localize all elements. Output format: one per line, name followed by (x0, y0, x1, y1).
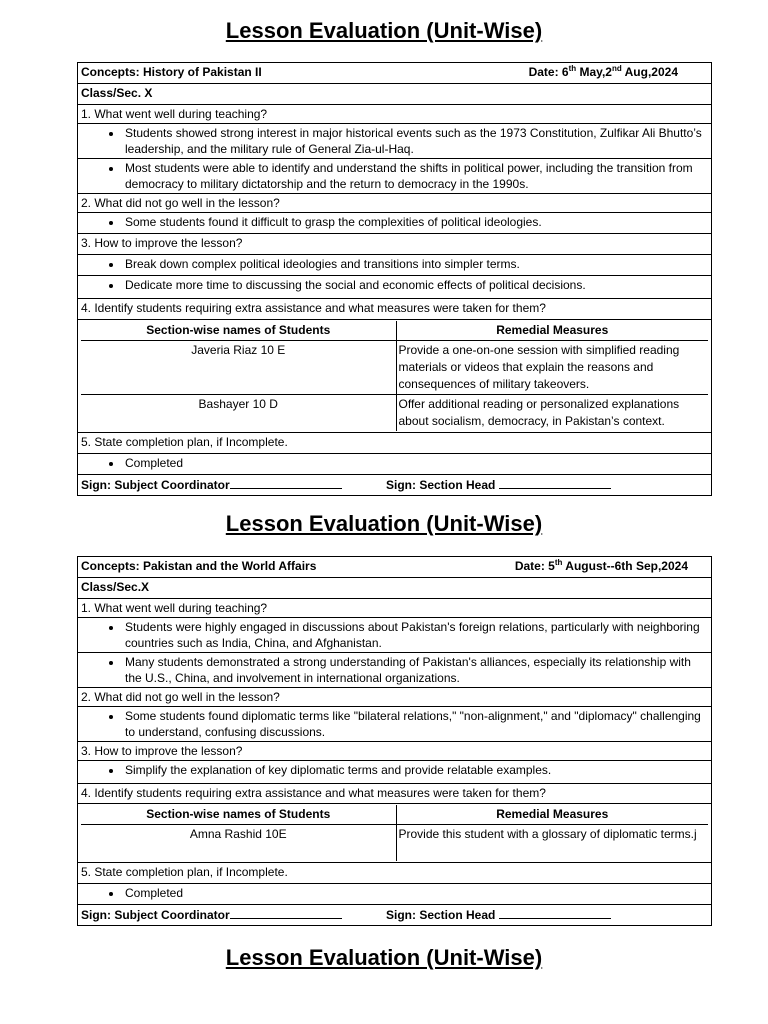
list-item: • Completed (123, 885, 708, 901)
list-item: • Students were highly engaged in discussions about Pakistan's foreign relations, particularly with neighboring countries such as India, China, and Afghanistan. (123, 619, 708, 651)
remedial-measure: Provide this student with a glossary of diplomatic terms.j (398, 827, 697, 841)
question-3: 3. How to improve the lesson? (78, 742, 712, 761)
question-5: 5. State completion plan, if Incomplete. (78, 863, 712, 884)
remedial-measure: Offer additional reading or personalized explanations about socialism, democracy, in Pakistan’s context. (396, 395, 708, 432)
concepts-row (81, 558, 708, 574)
list-item: • Some students found it difficult to grasp the complexities of political ideologies. (123, 214, 708, 230)
question-3: 3. How to improve the lesson? (78, 234, 712, 255)
question-1: 1. What went well during teaching? (78, 105, 712, 124)
remedial-table (81, 321, 708, 431)
signature-line (230, 476, 342, 489)
list-item: • Dedicate more time to discussing the social and economic effects of political decisions. (123, 277, 708, 293)
table-row (81, 825, 708, 862)
sign-coordinator-label: Sign: Subject Coordinator (81, 478, 230, 492)
list-item: • Completed (123, 455, 708, 471)
table-row (81, 341, 708, 395)
question-5: 5. State completion plan, if Incomplete. (78, 433, 712, 454)
list-item: • Some students found diplomatic terms like "bilateral relations," "non-alignment," and "diplomacy" challenging to understand, confusing discussions. (123, 708, 708, 740)
sign-head-label: Sign: Section Head (386, 908, 496, 922)
page-title: Lesson Evaluation (Unit-Wise) (225, 511, 543, 536)
page-title: Lesson Evaluation (Unit-Wise) (225, 18, 543, 43)
question-2: 2. What did not go well in the lesson? (78, 194, 712, 213)
student-name: Amna Rashid 10E (81, 825, 396, 862)
sign-head-label: Sign: Section Head (386, 478, 496, 492)
class-section: Class/Sec.X (78, 578, 712, 599)
signature-line (499, 476, 611, 489)
signature-row (81, 476, 708, 493)
list-item: • Many students demonstrated a strong understanding of Pakistan's alliances, especially its relationship with the U.S., China, and involvement in international organizations. (123, 654, 708, 686)
list-item: • Break down complex political ideologies and transitions into simpler terms. (123, 256, 708, 272)
column-header-measures: Remedial Measures (396, 805, 708, 825)
question-4: 4. Identify students requiring extra assistance and what measures were taken for them? (78, 784, 712, 804)
question-1: 1. What went well during teaching? (78, 599, 712, 618)
concepts-label: Concepts: Pakistan and the World Affairs (81, 559, 317, 573)
date-label: Date: 5th August--6th Sep,2024 (514, 558, 688, 573)
date-label: Date: 6th May,2nd Aug,2024 (528, 64, 678, 79)
signature-row (81, 906, 708, 923)
student-name: Bashayer 10 D (81, 395, 396, 432)
remedial-table (81, 805, 708, 861)
question-4: 4. Identify students requiring extra assistance and what measures were taken for them? (78, 299, 712, 320)
list-item: • Most students were able to identify and understand the shifts in political power, including the transition from democracy to military dictatorship and the return to democracy in the 1990s. (123, 160, 708, 192)
list-item: • Simplify the explanation of key diplomatic terms and provide relatable examples. (123, 762, 708, 778)
table-row (81, 395, 708, 432)
lesson-evaluation-table-2 (77, 556, 712, 926)
lesson-evaluation-table-1 (77, 62, 712, 496)
concepts-row (81, 64, 708, 80)
signature-line (230, 906, 342, 919)
page-title: Lesson Evaluation (Unit-Wise) (225, 945, 543, 970)
column-header-measures: Remedial Measures (396, 321, 708, 341)
class-section: Class/Sec. X (78, 84, 712, 105)
list-item: • Students showed strong interest in major historical events such as the 1973 Constitution, Zulfikar Ali Bhutto’s leadership, and the military rule of General Zia-ul-Haq. (123, 125, 708, 157)
column-header-students: Section-wise names of Students (81, 805, 396, 825)
question-2: 2. What did not go well in the lesson? (78, 688, 712, 707)
student-name: Javeria Riaz 10 E (81, 341, 396, 395)
concepts-label: Concepts: History of Pakistan II (81, 65, 262, 79)
sign-coordinator-label: Sign: Subject Coordinator (81, 908, 230, 922)
remedial-measure: Provide a one-on-one session with simplified reading materials or videos that explain the reasons and consequences of military takeovers. (398, 343, 680, 391)
signature-line (499, 906, 611, 919)
column-header-students: Section-wise names of Students (81, 321, 396, 341)
